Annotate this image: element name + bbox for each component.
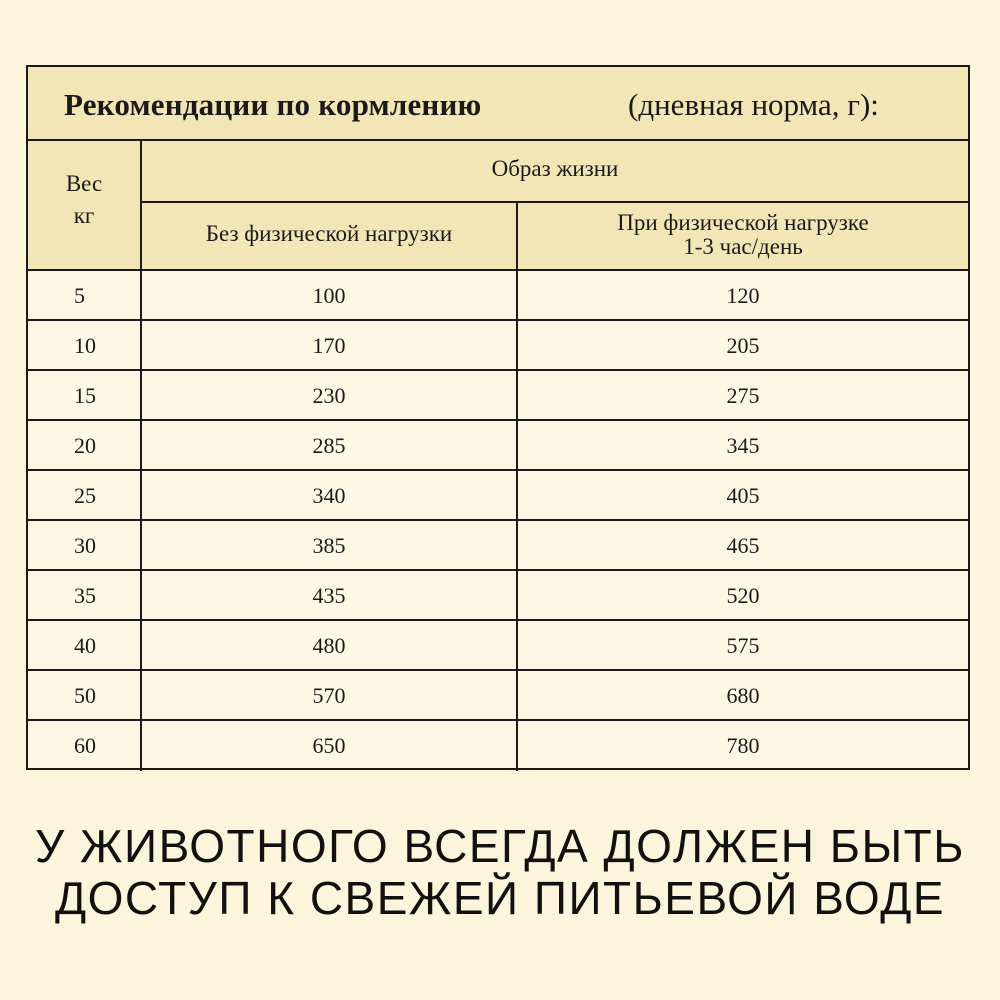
no-activity-cell: 170 (142, 321, 518, 369)
table-body (28, 271, 968, 771)
table-row (28, 521, 968, 571)
table-row (28, 321, 968, 371)
activity-cell: 575 (726, 633, 760, 658)
no-activity-cell: 285 (142, 421, 518, 469)
water-notice (0, 820, 1000, 924)
weight-cell: 5 (28, 271, 142, 319)
table-row (28, 621, 968, 671)
activity-cell: 465 (726, 533, 760, 558)
weight-cell: 50 (28, 671, 142, 719)
activity-cell: 520 (726, 583, 760, 608)
activity-cell: 275 (726, 383, 760, 408)
weight-cell: 30 (28, 521, 142, 569)
activity-cell: 680 (726, 683, 760, 708)
weight-column-header (28, 141, 142, 269)
activity-cell: 345 (726, 433, 760, 458)
activity-cell: 405 (726, 483, 760, 508)
no-activity-cell: 650 (142, 721, 518, 771)
activity-cell: 120 (726, 283, 760, 308)
weight-header-unit: кг (73, 203, 95, 228)
weight-cell: 25 (28, 471, 142, 519)
no-activity-column-header: Без физической нагрузки (142, 203, 518, 269)
table-header (28, 141, 968, 271)
weight-header-label: Вес (65, 171, 103, 196)
table-row (28, 471, 968, 521)
activity-header-line1: При физической нагрузке (617, 210, 869, 235)
table-row (28, 371, 968, 421)
no-activity-cell: 480 (142, 621, 518, 669)
table-row (28, 671, 968, 721)
no-activity-cell: 385 (142, 521, 518, 569)
weight-cell: 10 (28, 321, 142, 369)
weight-cell: 35 (28, 571, 142, 619)
water-notice-line1: У ЖИВОТНОГО ВСЕГДА ДОЛЖЕН БЫТЬ (35, 820, 965, 872)
lifestyle-header: Образ жизни (142, 141, 968, 203)
no-activity-cell: 570 (142, 671, 518, 719)
no-activity-cell: 340 (142, 471, 518, 519)
weight-cell: 60 (28, 721, 142, 771)
activity-cell: 205 (726, 333, 760, 358)
activity-column-header (518, 203, 968, 269)
weight-cell: 15 (28, 371, 142, 419)
table-title-note: (дневная норма, г): (628, 87, 879, 122)
table-row (28, 271, 968, 321)
feeding-table (26, 65, 970, 770)
table-row (28, 721, 968, 771)
activity-header-line2: 1-3 час/день (683, 234, 803, 259)
no-activity-cell: 230 (142, 371, 518, 419)
table-title: Рекомендации по кормлению (64, 87, 482, 122)
weight-cell: 20 (28, 421, 142, 469)
activity-cell: 780 (726, 733, 760, 758)
water-notice-line2: ДОСТУП К СВЕЖЕЙ ПИТЬЕВОЙ ВОДЕ (54, 872, 946, 924)
table-title-bar (28, 67, 968, 141)
no-activity-cell: 100 (142, 271, 518, 319)
table-row (28, 571, 968, 621)
no-activity-cell: 435 (142, 571, 518, 619)
table-row (28, 421, 968, 471)
weight-cell: 40 (28, 621, 142, 669)
